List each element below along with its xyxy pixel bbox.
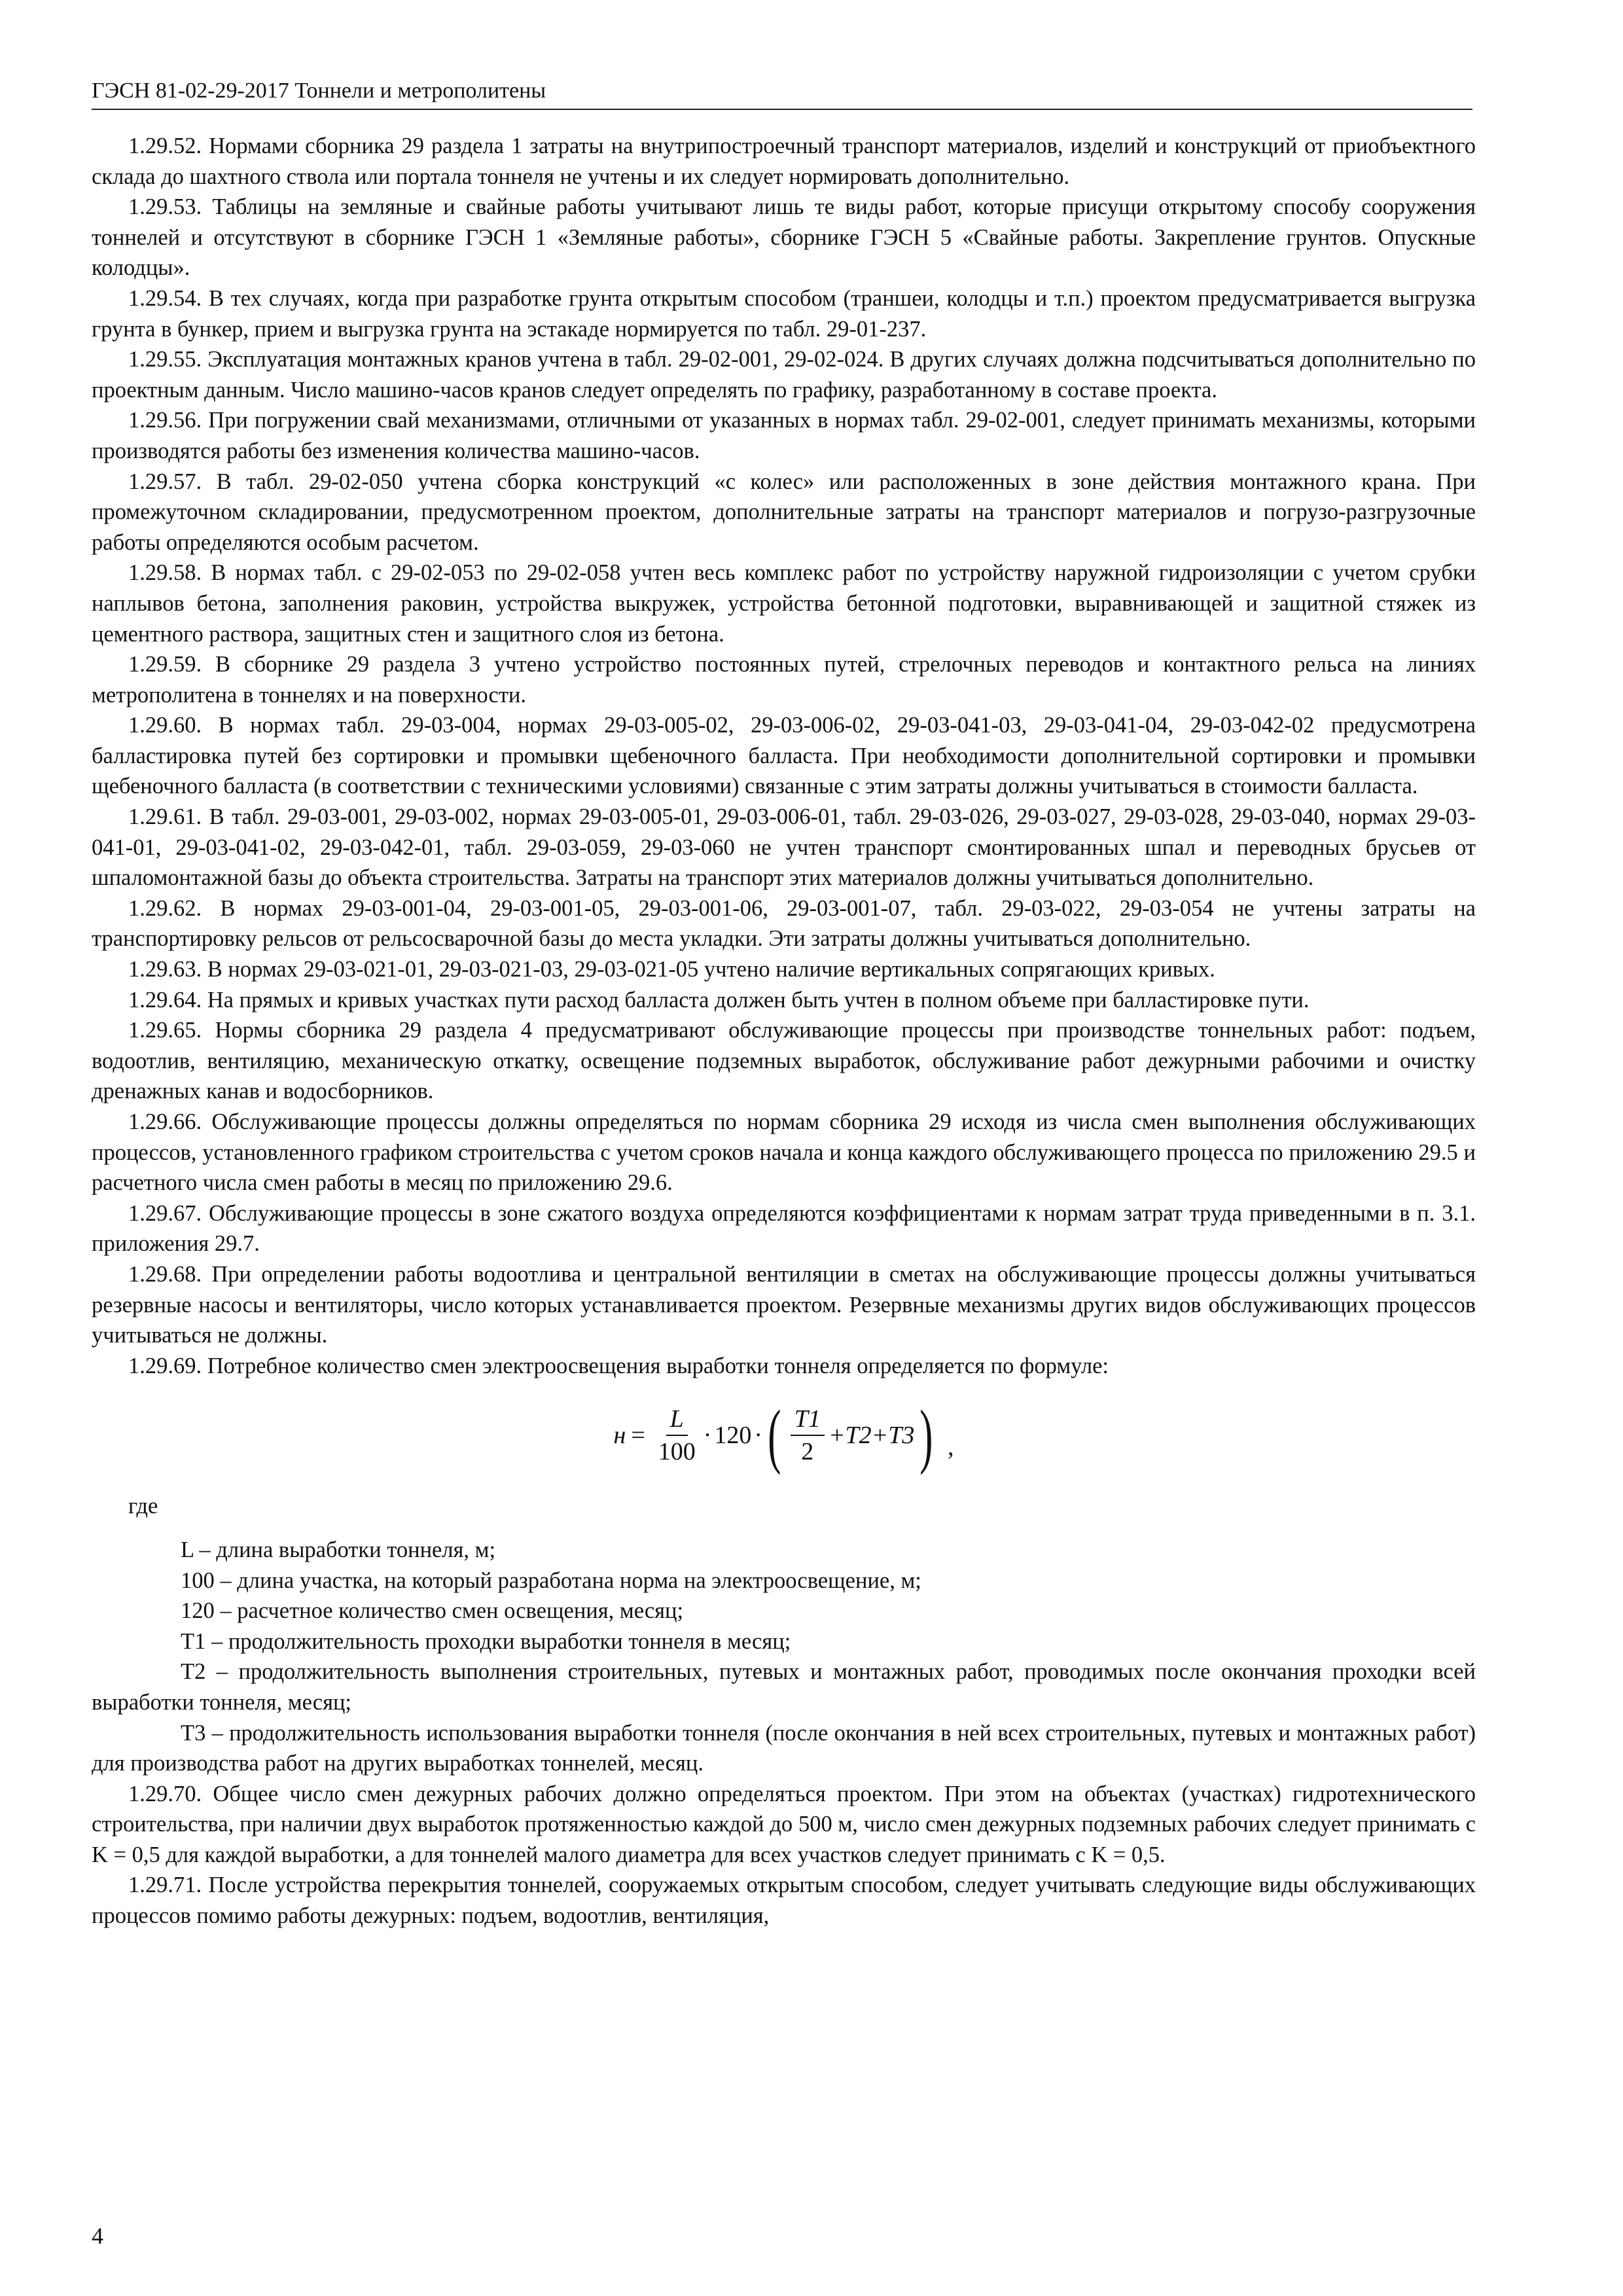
- lighting-shifts-formula: [613, 1395, 954, 1476]
- paragraph-1-29-62: 1.29.62. В нормах 29-03-001-04, 29-03-001-05, 29-03-001-06, 29-03-001-07, табл. 29-03-022, 29-03-054 не учтены затраты на транспортировку рельсов от рельсосварочной базы до места укладки. Эти затраты должны учитываться дополнительно.: [92, 895, 1476, 952]
- paragraph-1-29-65: 1.29.65. Нормы сборника 29 раздела 4 предусматривают обслуживающие процессы при производстве тоннельных работ: подъем, водоотлив, вентиляцию, механическую откатку, освещение подземных выработок, обслуживание работ дежурными рабочими и очистку дренажных канав и водосборников.: [92, 1018, 1476, 1104]
- paragraph-1-29-57: 1.29.57. В табл. 29-02-050 учтена сборка конструкций «с колес» или расположенных в зоне действия монтажного крана. При промежуточном складировании, предусмотренном проектом, дополнительные затраты на транспорт материалов и погрузо-разгрузочные работы определяются особым расчетом.: [92, 469, 1476, 555]
- page-number: 4: [92, 2223, 103, 2249]
- formula-fraction-t1: [791, 1405, 825, 1466]
- paragraph-1-29-60: 1.29.60. В нормах табл. 29-03-004, нормах 29-03-005-02, 29-03-006-02, 29-03-041-03, 29-03-041-04, 29-03-042-02 предусмотрена балластировка путей без сортировки и промывки щебеночного балласта. При необходимости дополнительной сортировки и промывки щебеночного балласта (в соответствии с техническими условиями) связанные с этим затраты должны учитываться в стоимости балласта.: [92, 713, 1476, 799]
- definition-t3: T3 – продолжительность использования выработки тоннеля (после окончания в ней всех строительных, путевых и монтажных работ) для производства работ на других выработках тоннелей, месяц.: [92, 1720, 1476, 1776]
- paragraph-1-29-69: 1.29.69. Потребное количество смен электроосвещения выработки тоннеля определяется по формуле:: [128, 1353, 1109, 1378]
- formula-lhs: н: [613, 1422, 626, 1450]
- paragraph-1-29-63: 1.29.63. В нормах 29-03-021-01, 29-03-021-03, 29-03-021-05 учтено наличие вертикальных сопрягающих кривых.: [128, 957, 1215, 982]
- paragraph-1-29-58: 1.29.58. В нормах табл. с 29-02-053 по 29-02-058 учтен весь комплекс работ по устройству наружной гидроизоляции с учетом срубки наплывов бетона, заполнения раковин, устройства выкружек, устройства бетонной подготовки, выравнивающей и защитной стяжек из цементного раствора, защитных стен и защитного слоя из бетона.: [92, 560, 1476, 647]
- formula-fraction-length-numerator: L: [666, 1405, 688, 1436]
- definition-120: 120 – расчетное количество смен освещения, месяц;: [181, 1598, 684, 1624]
- paragraph-1-29-53: 1.29.53. Таблицы на земляные и свайные работы учитывают лишь те виды работ, которые присущи открытому способу сооружения тоннелей и отсутствуют в сборнике ГЭСН 1 «Земляные работы», сборнике ГЭСН 5 «Свайные работы. Закрепление грунтов. Опускные колодцы».: [92, 194, 1476, 281]
- paragraph-1-29-66: 1.29.66. Обслуживающие процессы должны определяться по нормам сборника 29 исходя из числа смен выполнения обслуживающих процессов, установленного графиком строительства с учетом сроков начала и конца каждого обслуживающего процесса по приложению 29.5 и расчетного числа смен работы в месяц по приложению 29.6.: [92, 1109, 1476, 1196]
- paragraph-1-29-67: 1.29.67. Обслуживающие процессы в зоне сжатого воздуха определяются коэффициентами к нормам затрат труда приведенными в п. 3.1. приложения 29.7.: [92, 1200, 1476, 1257]
- formula-block: [92, 1386, 1476, 1484]
- formula-open-paren: (: [768, 1395, 781, 1476]
- paragraph-1-29-56: 1.29.56. При погружении свай механизмами, отличными от указанных в нормах табл. 29-02-001, следует принимать механизмы, которыми производятся работы без изменения количества машино-часов.: [92, 408, 1476, 463]
- running-header: ГЭСН 81-02-29-2017 Тоннели и метрополитены: [92, 77, 1472, 110]
- paragraph-1-29-71: 1.29.71. После устройства перекрытия тоннелей, сооружаемых открытым способом, следует учитывать следующие виды обслуживающих процессов помимо работы дежурных: подъем, водоотлив, вентиляция,: [92, 1873, 1476, 1929]
- formula-trailing-comma: ,: [948, 1433, 954, 1461]
- paragraph-1-29-68: 1.29.68. При определении работы водоотлива и центральной вентиляции в сметах на обслуживающие процессы должны учитываться резервные насосы и вентиляторы, число которых устанавливается проектом. Резервные механизмы других видов обслуживающих процессов учитываться не должны.: [92, 1261, 1476, 1348]
- definition-t2: T2 – продолжительность выполнения строительных, путевых и монтажных работ, проводимых после окончания проходки всей выработки тоннеля, месяц;: [92, 1659, 1476, 1715]
- definition-t1: T1 – продолжительность проходки выработки тоннеля в месяц;: [181, 1628, 791, 1654]
- paragraph-1-29-59: 1.29.59. В сборнике 29 раздела 3 учтено устройство постоянных путей, стрелочных переводов и контактного рельса на линиях метрополитена в тоннелях и на поверхности.: [92, 652, 1476, 708]
- formula-multiply-dot: ·: [703, 1422, 712, 1450]
- formula-equals: =: [631, 1422, 645, 1450]
- definition-100: 100 – длина участка, на который разработана норма на электроосвещение, м;: [181, 1568, 921, 1593]
- formula-constant: 120: [714, 1422, 752, 1450]
- paragraph-1-29-64: 1.29.64. На прямых и кривых участках пути расход балласта должен быть учтен в полном объеме при балластировке пути.: [128, 987, 1310, 1013]
- where-label: где: [128, 1494, 158, 1519]
- definition-l: L – длина выработки тоннеля, м;: [181, 1537, 496, 1562]
- paragraph-1-29-52: 1.29.52. Нормами сборника 29 раздела 1 затраты на внутрипостроечный транспорт материалов, изделий и конструкций от приобъектного склада до шахтного ствола или портала тоннеля не учтены и их следует нормировать дополнительно.: [92, 134, 1476, 189]
- formula-close-paren: ): [919, 1395, 933, 1476]
- formula-sum-terms: +T2+T3: [828, 1422, 915, 1450]
- paragraph-1-29-70: 1.29.70. Общее число смен дежурных рабочих должно определяться проектом. При этом на объектах (участках) гидротехнического строительства, при наличии двух выработок протяженностью каждой до 500 м, число смен дежурных подземных рабочих следует принимать с K = 0,5 для каждой выработки, а для тоннелей малого диаметра для всех участков следует принимать с K = 0,5.: [92, 1781, 1476, 1867]
- page-body: [92, 131, 1476, 1931]
- formula-fraction-length-denominator: 100: [658, 1438, 696, 1466]
- formula-fraction-length: [654, 1405, 700, 1466]
- formula-fraction-t1-numerator: T1: [791, 1405, 825, 1436]
- paragraph-1-29-61: 1.29.61. В табл. 29-03-001, 29-03-002, нормах 29-03-005-01, 29-03-006-01, табл. 29-03-026, 29-03-027, 29-03-028, 29-03-040, нормах 29-03-041-01, 29-03-041-02, 29-03-042-01, табл. 29-03-059, 29-03-060 не учтен транспорт смонтированных шпал и переводных брусьев от шпаломонтажной базы до объекта строительства. Затраты на транспорт этих материалов должны учитываться дополнительно.: [92, 804, 1476, 891]
- paragraph-1-29-54: 1.29.54. В тех случаях, когда при разработке грунта открытым способом (траншеи, колодцы и т.п.) проектом предусматривается выгрузка грунта в бункер, прием и выгрузка грунта на эстакаде нормируется по табл. 29-01-237.: [92, 285, 1476, 342]
- formula-fraction-t1-denominator: 2: [801, 1438, 814, 1466]
- variable-definitions: [92, 1535, 1476, 1779]
- formula-multiply-dot-2: ·: [754, 1422, 763, 1450]
- paragraph-1-29-55: 1.29.55. Эксплуатация монтажных кранов учтена в табл. 29-02-001, 29-02-024. В других случаях должна подсчитываться дополнительно по проектным данным. Число машино-часов кранов следует определять по графику, разработанному в составе проекта.: [92, 347, 1476, 403]
